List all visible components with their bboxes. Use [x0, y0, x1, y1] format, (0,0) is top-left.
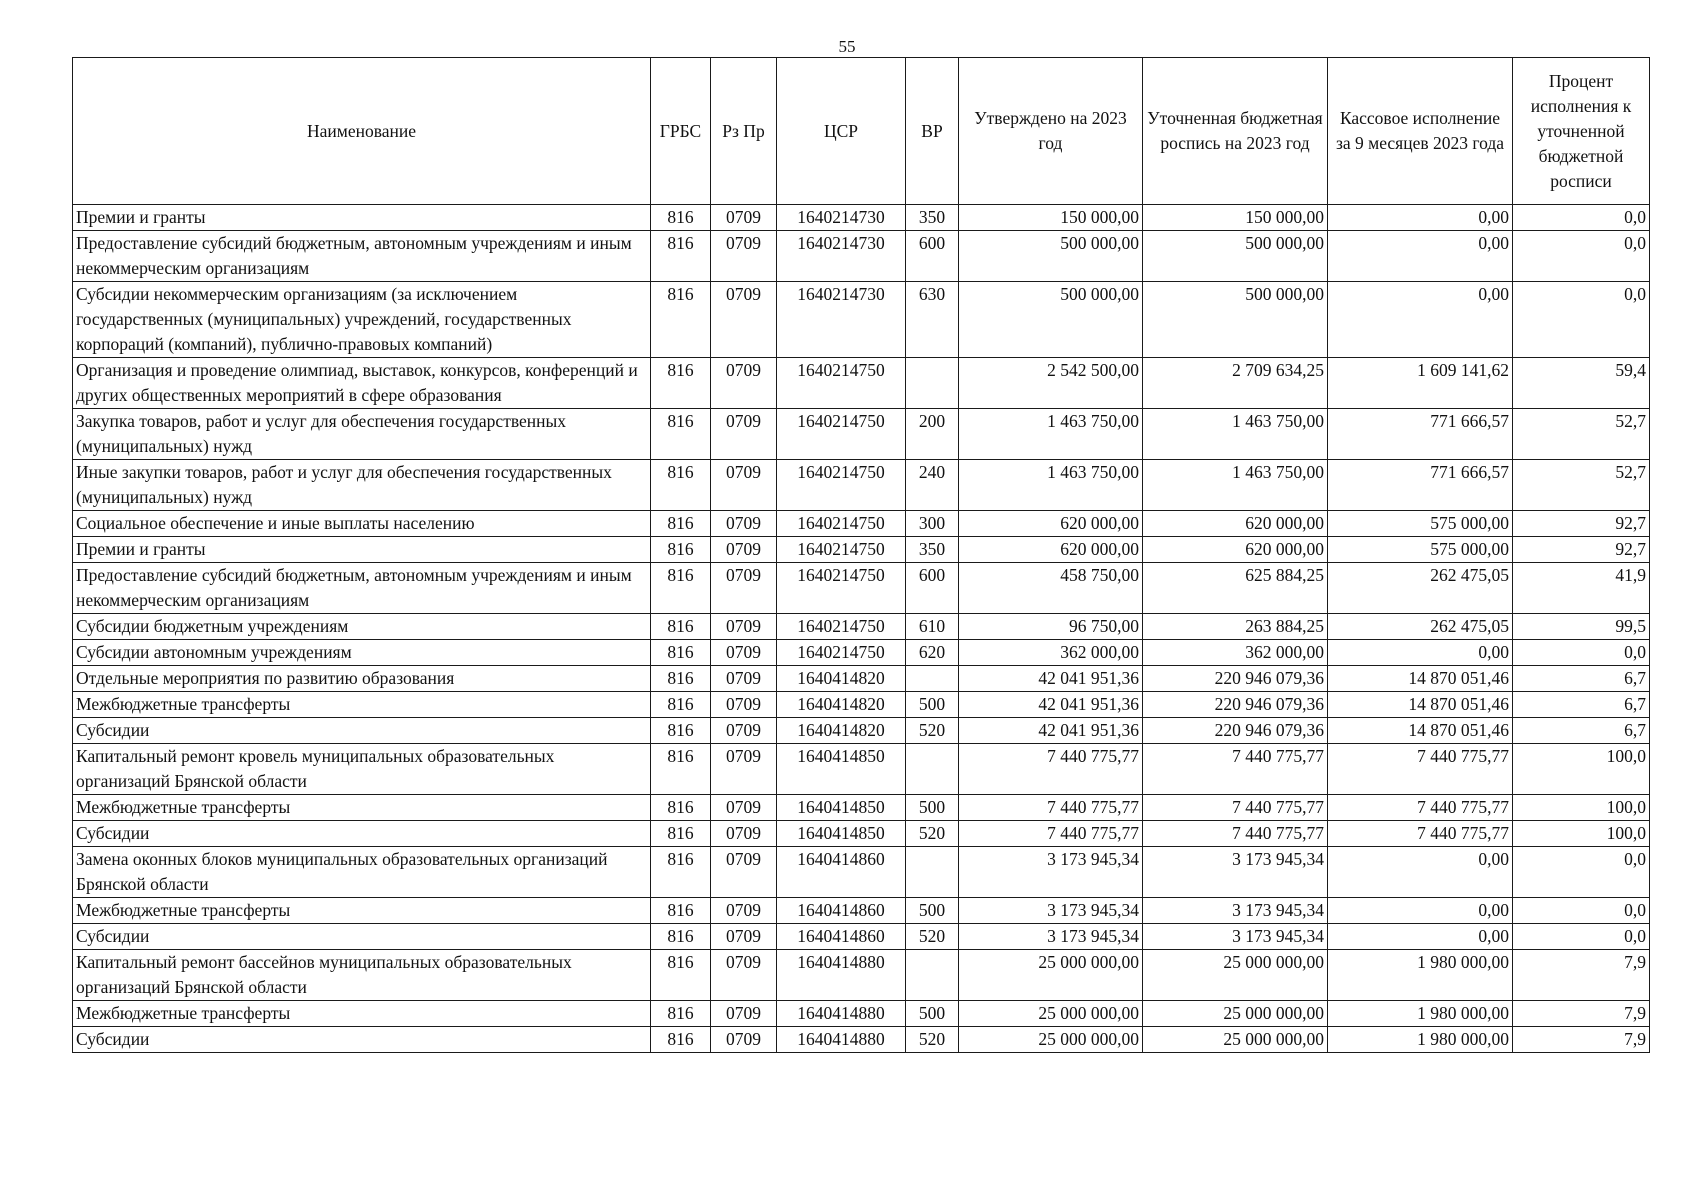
- cell-name: Капитальный ремонт бассейнов муниципальных образовательных организаций Брянской области: [73, 950, 651, 1001]
- cell-grbs: 816: [651, 358, 711, 409]
- cell-csr: 1640214730: [777, 231, 906, 282]
- cell-csr: 1640414860: [777, 847, 906, 898]
- cell-percent: 59,4: [1513, 358, 1650, 409]
- cell-refined: 620 000,00: [1143, 511, 1328, 537]
- cell-name: Субсидии: [73, 924, 651, 950]
- cell-rzpr: 0709: [711, 563, 777, 614]
- cell-percent: 92,7: [1513, 511, 1650, 537]
- cell-refined: 25 000 000,00: [1143, 950, 1328, 1001]
- cell-vr: [906, 847, 959, 898]
- table-row: [73, 1001, 1650, 1027]
- cell-grbs: 816: [651, 847, 711, 898]
- cell-approved: 1 463 750,00: [959, 460, 1143, 511]
- cell-executed: 0,00: [1328, 231, 1513, 282]
- cell-grbs: 816: [651, 718, 711, 744]
- cell-csr: 1640214750: [777, 358, 906, 409]
- cell-executed: 7 440 775,77: [1328, 821, 1513, 847]
- cell-name: Субсидии: [73, 718, 651, 744]
- cell-grbs: 816: [651, 821, 711, 847]
- cell-refined: 220 946 079,36: [1143, 692, 1328, 718]
- cell-vr: 520: [906, 1027, 959, 1053]
- cell-grbs: 816: [651, 950, 711, 1001]
- table-row: [73, 821, 1650, 847]
- cell-grbs: 816: [651, 614, 711, 640]
- cell-grbs: 816: [651, 282, 711, 358]
- cell-grbs: 816: [651, 537, 711, 563]
- cell-percent: 0,0: [1513, 231, 1650, 282]
- cell-approved: 3 173 945,34: [959, 898, 1143, 924]
- cell-refined: 7 440 775,77: [1143, 795, 1328, 821]
- cell-refined: 1 463 750,00: [1143, 460, 1328, 511]
- cell-refined: 3 173 945,34: [1143, 924, 1328, 950]
- cell-approved: 1 463 750,00: [959, 409, 1143, 460]
- cell-refined: 620 000,00: [1143, 537, 1328, 563]
- cell-name: Премии и гранты: [73, 205, 651, 231]
- cell-name: Субсидии: [73, 1027, 651, 1053]
- cell-csr: 1640414850: [777, 744, 906, 795]
- cell-vr: [906, 744, 959, 795]
- cell-csr: 1640214750: [777, 563, 906, 614]
- cell-rzpr: 0709: [711, 950, 777, 1001]
- cell-vr: 630: [906, 282, 959, 358]
- cell-vr: 200: [906, 409, 959, 460]
- cell-vr: 620: [906, 640, 959, 666]
- cell-grbs: 816: [651, 409, 711, 460]
- cell-executed: 0,00: [1328, 282, 1513, 358]
- cell-grbs: 816: [651, 231, 711, 282]
- cell-refined: 625 884,25: [1143, 563, 1328, 614]
- cell-executed: 7 440 775,77: [1328, 795, 1513, 821]
- cell-approved: 96 750,00: [959, 614, 1143, 640]
- cell-percent: 6,7: [1513, 692, 1650, 718]
- cell-executed: 1 980 000,00: [1328, 950, 1513, 1001]
- cell-approved: 3 173 945,34: [959, 847, 1143, 898]
- cell-percent: 0,0: [1513, 205, 1650, 231]
- table-row: [73, 847, 1650, 898]
- cell-rzpr: 0709: [711, 409, 777, 460]
- cell-executed: 0,00: [1328, 640, 1513, 666]
- cell-csr: 1640214750: [777, 460, 906, 511]
- table-row: [73, 563, 1650, 614]
- cell-percent: 100,0: [1513, 744, 1650, 795]
- table-row: [73, 358, 1650, 409]
- cell-csr: 1640214750: [777, 511, 906, 537]
- budget-execution-table: [72, 57, 1650, 1053]
- cell-rzpr: 0709: [711, 358, 777, 409]
- cell-percent: 7,9: [1513, 1001, 1650, 1027]
- cell-vr: 600: [906, 231, 959, 282]
- cell-percent: 52,7: [1513, 409, 1650, 460]
- cell-csr: 1640414880: [777, 1027, 906, 1053]
- cell-grbs: 816: [651, 460, 711, 511]
- cell-rzpr: 0709: [711, 537, 777, 563]
- cell-rzpr: 0709: [711, 511, 777, 537]
- cell-rzpr: 0709: [711, 614, 777, 640]
- table-row: [73, 282, 1650, 358]
- cell-refined: 25 000 000,00: [1143, 1027, 1328, 1053]
- cell-name: Межбюджетные трансферты: [73, 1001, 651, 1027]
- cell-rzpr: 0709: [711, 898, 777, 924]
- cell-grbs: 816: [651, 692, 711, 718]
- cell-executed: 1 980 000,00: [1328, 1001, 1513, 1027]
- cell-percent: 92,7: [1513, 537, 1650, 563]
- cell-csr: 1640414860: [777, 898, 906, 924]
- cell-refined: 25 000 000,00: [1143, 1001, 1328, 1027]
- cell-percent: 0,0: [1513, 847, 1650, 898]
- cell-name: Организация и проведение олимпиад, выставок, конкурсов, конференций и других общественных мероприятий в сфере образования: [73, 358, 651, 409]
- column-header-rzpr: Рз Пр: [711, 58, 777, 205]
- cell-grbs: 816: [651, 205, 711, 231]
- table-row: [73, 460, 1650, 511]
- cell-csr: 1640414820: [777, 692, 906, 718]
- cell-executed: 771 666,57: [1328, 409, 1513, 460]
- cell-name: Межбюджетные трансферты: [73, 898, 651, 924]
- cell-vr: [906, 950, 959, 1001]
- cell-percent: 0,0: [1513, 640, 1650, 666]
- cell-rzpr: 0709: [711, 924, 777, 950]
- cell-percent: 100,0: [1513, 795, 1650, 821]
- cell-grbs: 816: [651, 1001, 711, 1027]
- cell-refined: 3 173 945,34: [1143, 898, 1328, 924]
- table-row: [73, 231, 1650, 282]
- cell-approved: 25 000 000,00: [959, 1001, 1143, 1027]
- cell-percent: 7,9: [1513, 950, 1650, 1001]
- cell-refined: 220 946 079,36: [1143, 718, 1328, 744]
- cell-refined: 7 440 775,77: [1143, 821, 1328, 847]
- cell-vr: 600: [906, 563, 959, 614]
- cell-refined: 263 884,25: [1143, 614, 1328, 640]
- table-row: [73, 924, 1650, 950]
- cell-vr: 240: [906, 460, 959, 511]
- cell-grbs: 816: [651, 1027, 711, 1053]
- cell-approved: 500 000,00: [959, 282, 1143, 358]
- cell-rzpr: 0709: [711, 1027, 777, 1053]
- cell-refined: 1 463 750,00: [1143, 409, 1328, 460]
- cell-approved: 7 440 775,77: [959, 744, 1143, 795]
- table-row: [73, 744, 1650, 795]
- cell-name: Межбюджетные трансферты: [73, 795, 651, 821]
- cell-name: Субсидии некоммерческим организациям (за исключением государственных (муниципальных) учреждений, государственных корпораций (компаний), публично-правовых компаний): [73, 282, 651, 358]
- page-number: 55: [838, 37, 856, 56]
- cell-name: Субсидии: [73, 821, 651, 847]
- cell-csr: 1640214750: [777, 614, 906, 640]
- table-body: [73, 205, 1650, 1053]
- cell-grbs: 816: [651, 795, 711, 821]
- cell-approved: 25 000 000,00: [959, 1027, 1143, 1053]
- cell-vr: 520: [906, 821, 959, 847]
- cell-csr: 1640414860: [777, 924, 906, 950]
- cell-rzpr: 0709: [711, 666, 777, 692]
- cell-name: Межбюджетные трансферты: [73, 692, 651, 718]
- cell-rzpr: 0709: [711, 847, 777, 898]
- cell-name: Субсидии автономным учреждениям: [73, 640, 651, 666]
- table-row: [73, 614, 1650, 640]
- cell-approved: 42 041 951,36: [959, 666, 1143, 692]
- column-header-name: Наименование: [73, 58, 651, 205]
- cell-approved: 620 000,00: [959, 511, 1143, 537]
- cell-percent: 6,7: [1513, 666, 1650, 692]
- cell-vr: 350: [906, 205, 959, 231]
- cell-refined: 150 000,00: [1143, 205, 1328, 231]
- cell-csr: 1640414850: [777, 821, 906, 847]
- cell-name: Замена оконных блоков муниципальных образовательных организаций Брянской области: [73, 847, 651, 898]
- table-row: [73, 205, 1650, 231]
- cell-approved: 150 000,00: [959, 205, 1143, 231]
- cell-csr: 1640414820: [777, 718, 906, 744]
- cell-csr: 1640214750: [777, 409, 906, 460]
- column-header-vr: ВР: [906, 58, 959, 205]
- column-header-grbs: ГРБС: [651, 58, 711, 205]
- cell-rzpr: 0709: [711, 1001, 777, 1027]
- cell-executed: 262 475,05: [1328, 614, 1513, 640]
- cell-name: Закупка товаров, работ и услуг для обеспечения государственных (муниципальных) нужд: [73, 409, 651, 460]
- table-row: [73, 511, 1650, 537]
- cell-percent: 0,0: [1513, 898, 1650, 924]
- cell-rzpr: 0709: [711, 205, 777, 231]
- cell-percent: 52,7: [1513, 460, 1650, 511]
- table-row: [73, 898, 1650, 924]
- cell-approved: 362 000,00: [959, 640, 1143, 666]
- table-row: [73, 409, 1650, 460]
- cell-name: Предоставление субсидий бюджетным, автономным учреждениям и иным некоммерческим организациям: [73, 231, 651, 282]
- cell-percent: 0,0: [1513, 282, 1650, 358]
- column-header-csr: ЦСР: [777, 58, 906, 205]
- cell-rzpr: 0709: [711, 718, 777, 744]
- column-header-approved: Утверждено на 2023 год: [959, 58, 1143, 205]
- cell-name: Субсидии бюджетным учреждениям: [73, 614, 651, 640]
- cell-rzpr: 0709: [711, 640, 777, 666]
- cell-approved: 500 000,00: [959, 231, 1143, 282]
- cell-executed: 575 000,00: [1328, 537, 1513, 563]
- cell-csr: 1640414820: [777, 666, 906, 692]
- cell-rzpr: 0709: [711, 282, 777, 358]
- table-row: [73, 950, 1650, 1001]
- cell-refined: 500 000,00: [1143, 231, 1328, 282]
- cell-executed: 0,00: [1328, 924, 1513, 950]
- cell-executed: 262 475,05: [1328, 563, 1513, 614]
- table-row: [73, 692, 1650, 718]
- cell-name: Иные закупки товаров, работ и услуг для обеспечения государственных (муниципальных) нужд: [73, 460, 651, 511]
- cell-approved: 7 440 775,77: [959, 795, 1143, 821]
- table-row: [73, 718, 1650, 744]
- cell-approved: 25 000 000,00: [959, 950, 1143, 1001]
- cell-executed: 14 870 051,46: [1328, 692, 1513, 718]
- cell-approved: 42 041 951,36: [959, 692, 1143, 718]
- cell-vr: 500: [906, 692, 959, 718]
- cell-approved: 458 750,00: [959, 563, 1143, 614]
- cell-grbs: 816: [651, 666, 711, 692]
- cell-rzpr: 0709: [711, 692, 777, 718]
- cell-percent: 99,5: [1513, 614, 1650, 640]
- cell-csr: 1640214730: [777, 205, 906, 231]
- cell-executed: 771 666,57: [1328, 460, 1513, 511]
- cell-percent: 6,7: [1513, 718, 1650, 744]
- cell-name: Социальное обеспечение и иные выплаты населению: [73, 511, 651, 537]
- cell-executed: 1 609 141,62: [1328, 358, 1513, 409]
- cell-refined: 3 173 945,34: [1143, 847, 1328, 898]
- cell-vr: 500: [906, 898, 959, 924]
- cell-csr: 1640214730: [777, 282, 906, 358]
- cell-percent: 41,9: [1513, 563, 1650, 614]
- cell-refined: 7 440 775,77: [1143, 744, 1328, 795]
- cell-refined: 362 000,00: [1143, 640, 1328, 666]
- cell-executed: 575 000,00: [1328, 511, 1513, 537]
- cell-executed: 1 980 000,00: [1328, 1027, 1513, 1053]
- cell-grbs: 816: [651, 744, 711, 795]
- cell-percent: 0,0: [1513, 924, 1650, 950]
- cell-grbs: 816: [651, 898, 711, 924]
- table-header-row: [73, 58, 1650, 205]
- table-row: [73, 537, 1650, 563]
- cell-vr: 610: [906, 614, 959, 640]
- cell-approved: 620 000,00: [959, 537, 1143, 563]
- cell-rzpr: 0709: [711, 795, 777, 821]
- cell-rzpr: 0709: [711, 460, 777, 511]
- cell-executed: 14 870 051,46: [1328, 666, 1513, 692]
- table-row: [73, 795, 1650, 821]
- cell-csr: 1640414880: [777, 1001, 906, 1027]
- cell-name: Отдельные мероприятия по развитию образования: [73, 666, 651, 692]
- cell-refined: 220 946 079,36: [1143, 666, 1328, 692]
- cell-grbs: 816: [651, 640, 711, 666]
- cell-percent: 100,0: [1513, 821, 1650, 847]
- cell-vr: 300: [906, 511, 959, 537]
- column-header-percent: Процент исполнения к уточненной бюджетной росписи: [1513, 58, 1650, 205]
- cell-executed: 7 440 775,77: [1328, 744, 1513, 795]
- cell-approved: 7 440 775,77: [959, 821, 1143, 847]
- cell-grbs: 816: [651, 511, 711, 537]
- cell-vr: 520: [906, 924, 959, 950]
- cell-vr: [906, 358, 959, 409]
- cell-refined: 2 709 634,25: [1143, 358, 1328, 409]
- cell-vr: [906, 666, 959, 692]
- cell-rzpr: 0709: [711, 821, 777, 847]
- cell-vr: 500: [906, 1001, 959, 1027]
- cell-name: Предоставление субсидий бюджетным, автономным учреждениям и иным некоммерческим организациям: [73, 563, 651, 614]
- cell-executed: 0,00: [1328, 898, 1513, 924]
- cell-name: Капитальный ремонт кровель муниципальных образовательных организаций Брянской области: [73, 744, 651, 795]
- column-header-executed: Кассовое исполнение за 9 месяцев 2023 года: [1328, 58, 1513, 205]
- cell-grbs: 816: [651, 563, 711, 614]
- cell-csr: 1640214750: [777, 640, 906, 666]
- table-row: [73, 666, 1650, 692]
- table-row: [73, 640, 1650, 666]
- cell-executed: 0,00: [1328, 847, 1513, 898]
- cell-refined: 500 000,00: [1143, 282, 1328, 358]
- column-header-refined: Уточненная бюджетная роспись на 2023 год: [1143, 58, 1328, 205]
- cell-rzpr: 0709: [711, 231, 777, 282]
- table-row: [73, 1027, 1650, 1053]
- cell-csr: 1640414850: [777, 795, 906, 821]
- cell-approved: 42 041 951,36: [959, 718, 1143, 744]
- cell-executed: 14 870 051,46: [1328, 718, 1513, 744]
- cell-vr: 520: [906, 718, 959, 744]
- cell-vr: 500: [906, 795, 959, 821]
- cell-executed: 0,00: [1328, 205, 1513, 231]
- cell-csr: 1640414880: [777, 950, 906, 1001]
- cell-grbs: 816: [651, 924, 711, 950]
- cell-vr: 350: [906, 537, 959, 563]
- cell-percent: 7,9: [1513, 1027, 1650, 1053]
- cell-csr: 1640214750: [777, 537, 906, 563]
- cell-name: Премии и гранты: [73, 537, 651, 563]
- cell-approved: 2 542 500,00: [959, 358, 1143, 409]
- cell-rzpr: 0709: [711, 744, 777, 795]
- cell-approved: 3 173 945,34: [959, 924, 1143, 950]
